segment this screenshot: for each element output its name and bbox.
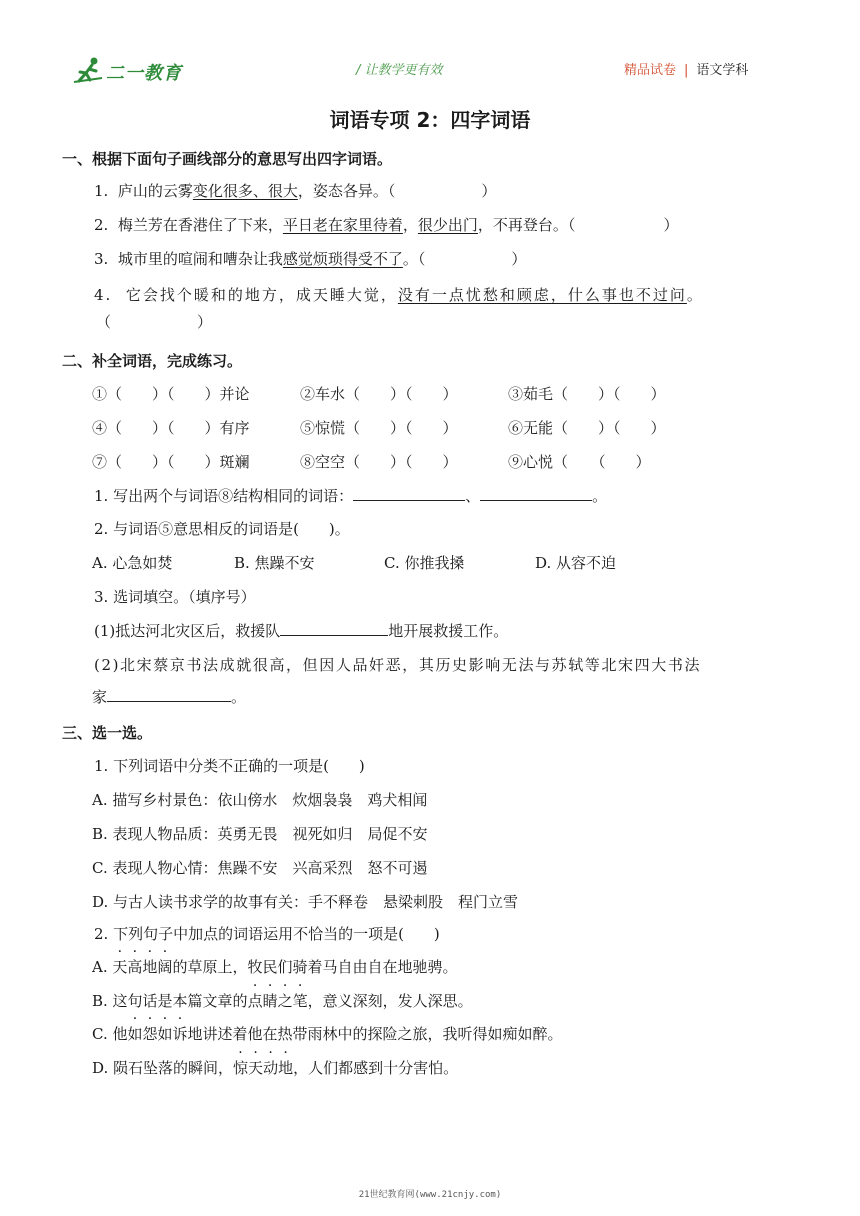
s2-question-3-2-cont (92, 686, 246, 707)
answer-blank[interactable] (280, 621, 388, 636)
q-text: 它会找个暖和的地方，成天睡大觉， (125, 286, 398, 304)
header-slogan: / 让教学更有效 (356, 63, 443, 78)
header-subject: 语文学科 (696, 63, 749, 78)
q-num: 1. (94, 182, 109, 200)
q-text: 的草原上，牧民们骑着马自由自在地驰骋。 (172, 958, 458, 976)
q-text: 。（ (402, 250, 426, 268)
section2-heading: 二、补全词语，完成练习。 (62, 352, 243, 370)
q-num: 2. (94, 216, 109, 234)
q-underlined: 没有一点忧愁和顾虑，什么事也不过问 (397, 286, 687, 304)
dotted-char: 之 (277, 992, 293, 1010)
q-text: ，不再登台。（ (477, 216, 576, 234)
q-text: ） (511, 250, 527, 268)
dotted-char: 怨 (142, 1025, 158, 1043)
q-text: 。 (592, 487, 608, 505)
word-item-3[interactable]: ③茹毛（ ）（ ） (508, 385, 666, 403)
s2-question-3: 3. 选词填空。（填序号） (94, 588, 256, 606)
q-text: 城市里的喧闹和嘈杂让我 (117, 250, 283, 268)
q-text: ，意义深刻，发人深思。 (307, 992, 473, 1010)
logo-text: 二一教育 (106, 63, 182, 84)
q-text: D. 陨石坠落的瞬间， (92, 1059, 234, 1077)
s3-q1-option-c[interactable]: C. 表现人物心情：焦躁不安 兴高采烈 怒不可遏 (92, 859, 428, 877)
s1-question-1 (94, 180, 496, 201)
word-item-5[interactable]: ⑤惊慌（ ）（ ） (300, 419, 458, 437)
q-text: 庐山的云雾 (117, 182, 193, 200)
dotted-char: 高 (127, 958, 143, 976)
dotted-char: 地 (142, 958, 158, 976)
dotted-char: 惊 (233, 1059, 249, 1077)
header-right (624, 59, 748, 78)
s3-q1-option-b[interactable]: B. 表现人物品质：英勇无畏 视死如归 局促不安 (92, 825, 428, 843)
word-item-6[interactable]: ⑥无能（ ）（ ） (508, 419, 666, 437)
dotted-char: 动 (263, 1059, 279, 1077)
q-text: （ (96, 313, 112, 331)
option-b[interactable]: B. 焦躁不安 (234, 554, 315, 572)
s1-question-4 (94, 284, 704, 305)
runner-icon (72, 56, 106, 86)
q-text: ） (197, 313, 213, 331)
brand-logo (72, 56, 202, 88)
s1-question-2 (94, 214, 678, 235)
s2-question-1 (94, 485, 607, 506)
answer-blank[interactable] (480, 486, 592, 501)
page-title: 词语专项 2：四字词语 (329, 108, 531, 132)
q-text: (1)抵达河北灾区后，救援队 (94, 622, 281, 640)
q-text: ） (481, 182, 497, 200)
dotted-char: 天 (248, 1059, 264, 1077)
q-text: 家 (92, 688, 108, 706)
answer-blank[interactable] (353, 486, 465, 501)
q-text: B. 这句话是本篇文章的 (92, 992, 248, 1010)
dotted-char: 睛 (262, 992, 278, 1010)
dotted-word (248, 992, 308, 1010)
s3-question-1: 1. 下列词语中分类不正确的一项是( ) (94, 757, 365, 775)
dotted-word (112, 958, 172, 976)
option-a[interactable]: A. 心急如焚 (92, 554, 173, 572)
q-underlined: 变化很多、很大 (192, 182, 298, 200)
dotted-char: 阔 (157, 958, 173, 976)
s2-question-2: 2. 与词语⑤意思相反的词语是( )。 (94, 520, 350, 538)
dotted-char: 地 (278, 1059, 294, 1077)
q-num: 4. (94, 286, 113, 304)
q-underlined: 很少出门 (417, 216, 478, 234)
section3-heading: 三、选一选。 (62, 724, 153, 742)
q-text: ，姿态各异。（ (297, 182, 396, 200)
dotted-char: 天 (112, 958, 128, 976)
word-item-2[interactable]: ②车水（ ）（ ） (300, 385, 458, 403)
header-separator: | (684, 63, 689, 78)
s2-question-3-2: (2)北宋蔡京书法成就很高，但因人品奸恶，其历史影响无法与苏轼等北宋四大书法 (94, 656, 702, 674)
answer-blank[interactable] (107, 687, 231, 702)
dotted-char: 笔 (292, 992, 308, 1010)
q-text: ，人们都感到十分害怕。 (293, 1059, 459, 1077)
section1-heading: 一、根据下面句子画线部分的意思写出四字词语。 (62, 150, 393, 168)
dotted-word (233, 1059, 293, 1077)
word-item-4[interactable]: ④（ ）（ ）有序 (92, 419, 250, 437)
header-badge: 精品试卷 (624, 63, 677, 78)
q-text: 地开展救援工作。 (388, 622, 509, 640)
q-text: 。 (231, 688, 247, 706)
s3-q2-option-c[interactable] (92, 1023, 563, 1044)
word-item-9[interactable]: ⑨心悦（ （ ） (508, 453, 651, 471)
s3-q1-option-d[interactable]: D. 与古人读书求学的故事有关：手不释卷 悬梁刺股 程门立雪 (92, 893, 519, 911)
dotted-char: 点 (247, 992, 263, 1010)
dotted-char: 如 (127, 1025, 143, 1043)
word-item-1[interactable]: ①（ ）（ ）并论 (92, 385, 250, 403)
footer-source: 21世纪教育网(www.21cnjy.com) (358, 1190, 502, 1200)
q-text: 。 (686, 286, 704, 304)
dotted-char: 如 (157, 1025, 173, 1043)
s1-question-4-answer (96, 311, 212, 332)
q-text: C. 他 (92, 1025, 128, 1043)
s3-question-2: 2. 下列句子中加点的词语运用不恰当的一项是( ) (94, 925, 440, 943)
dotted-word (127, 1025, 187, 1043)
q-text: ） (663, 216, 679, 234)
q-text: 1. 写出两个与词语⑧结构相同的词语： (94, 487, 354, 505)
q-underlined: 感觉烦琐得受不了 (282, 250, 403, 268)
dotted-char: 诉 (172, 1025, 188, 1043)
option-d[interactable]: D. 从容不迫 (535, 554, 617, 572)
s3-q1-option-a[interactable]: A. 描写乡村景色：依山傍水 炊烟袅袅 鸡犬相闻 (92, 791, 428, 809)
s3-q2-option-b[interactable] (92, 990, 473, 1011)
s3-q2-option-d[interactable] (92, 1057, 458, 1078)
s1-question-3 (94, 248, 526, 269)
q-num: 3. (94, 250, 109, 268)
option-c[interactable]: C. 你推我搡 (384, 554, 465, 572)
word-item-8[interactable]: ⑧空空（ ）（ ） (300, 453, 458, 471)
q-text: 地讲述着他在热带雨林中的探险之旅，我听得如痴如醉。 (187, 1025, 563, 1043)
q-text: 、 (465, 487, 481, 505)
s3-q2-option-a[interactable] (92, 956, 457, 977)
q-text: ， (402, 216, 418, 234)
word-item-7[interactable]: ⑦（ ）（ ）斑斓 (92, 453, 250, 471)
s2-question-3-1 (94, 620, 508, 641)
q-text: 梅兰芳在香港住了下来， (117, 216, 283, 234)
q-text: A. (92, 958, 113, 976)
q-underlined: 平日老在家里待着 (282, 216, 403, 234)
